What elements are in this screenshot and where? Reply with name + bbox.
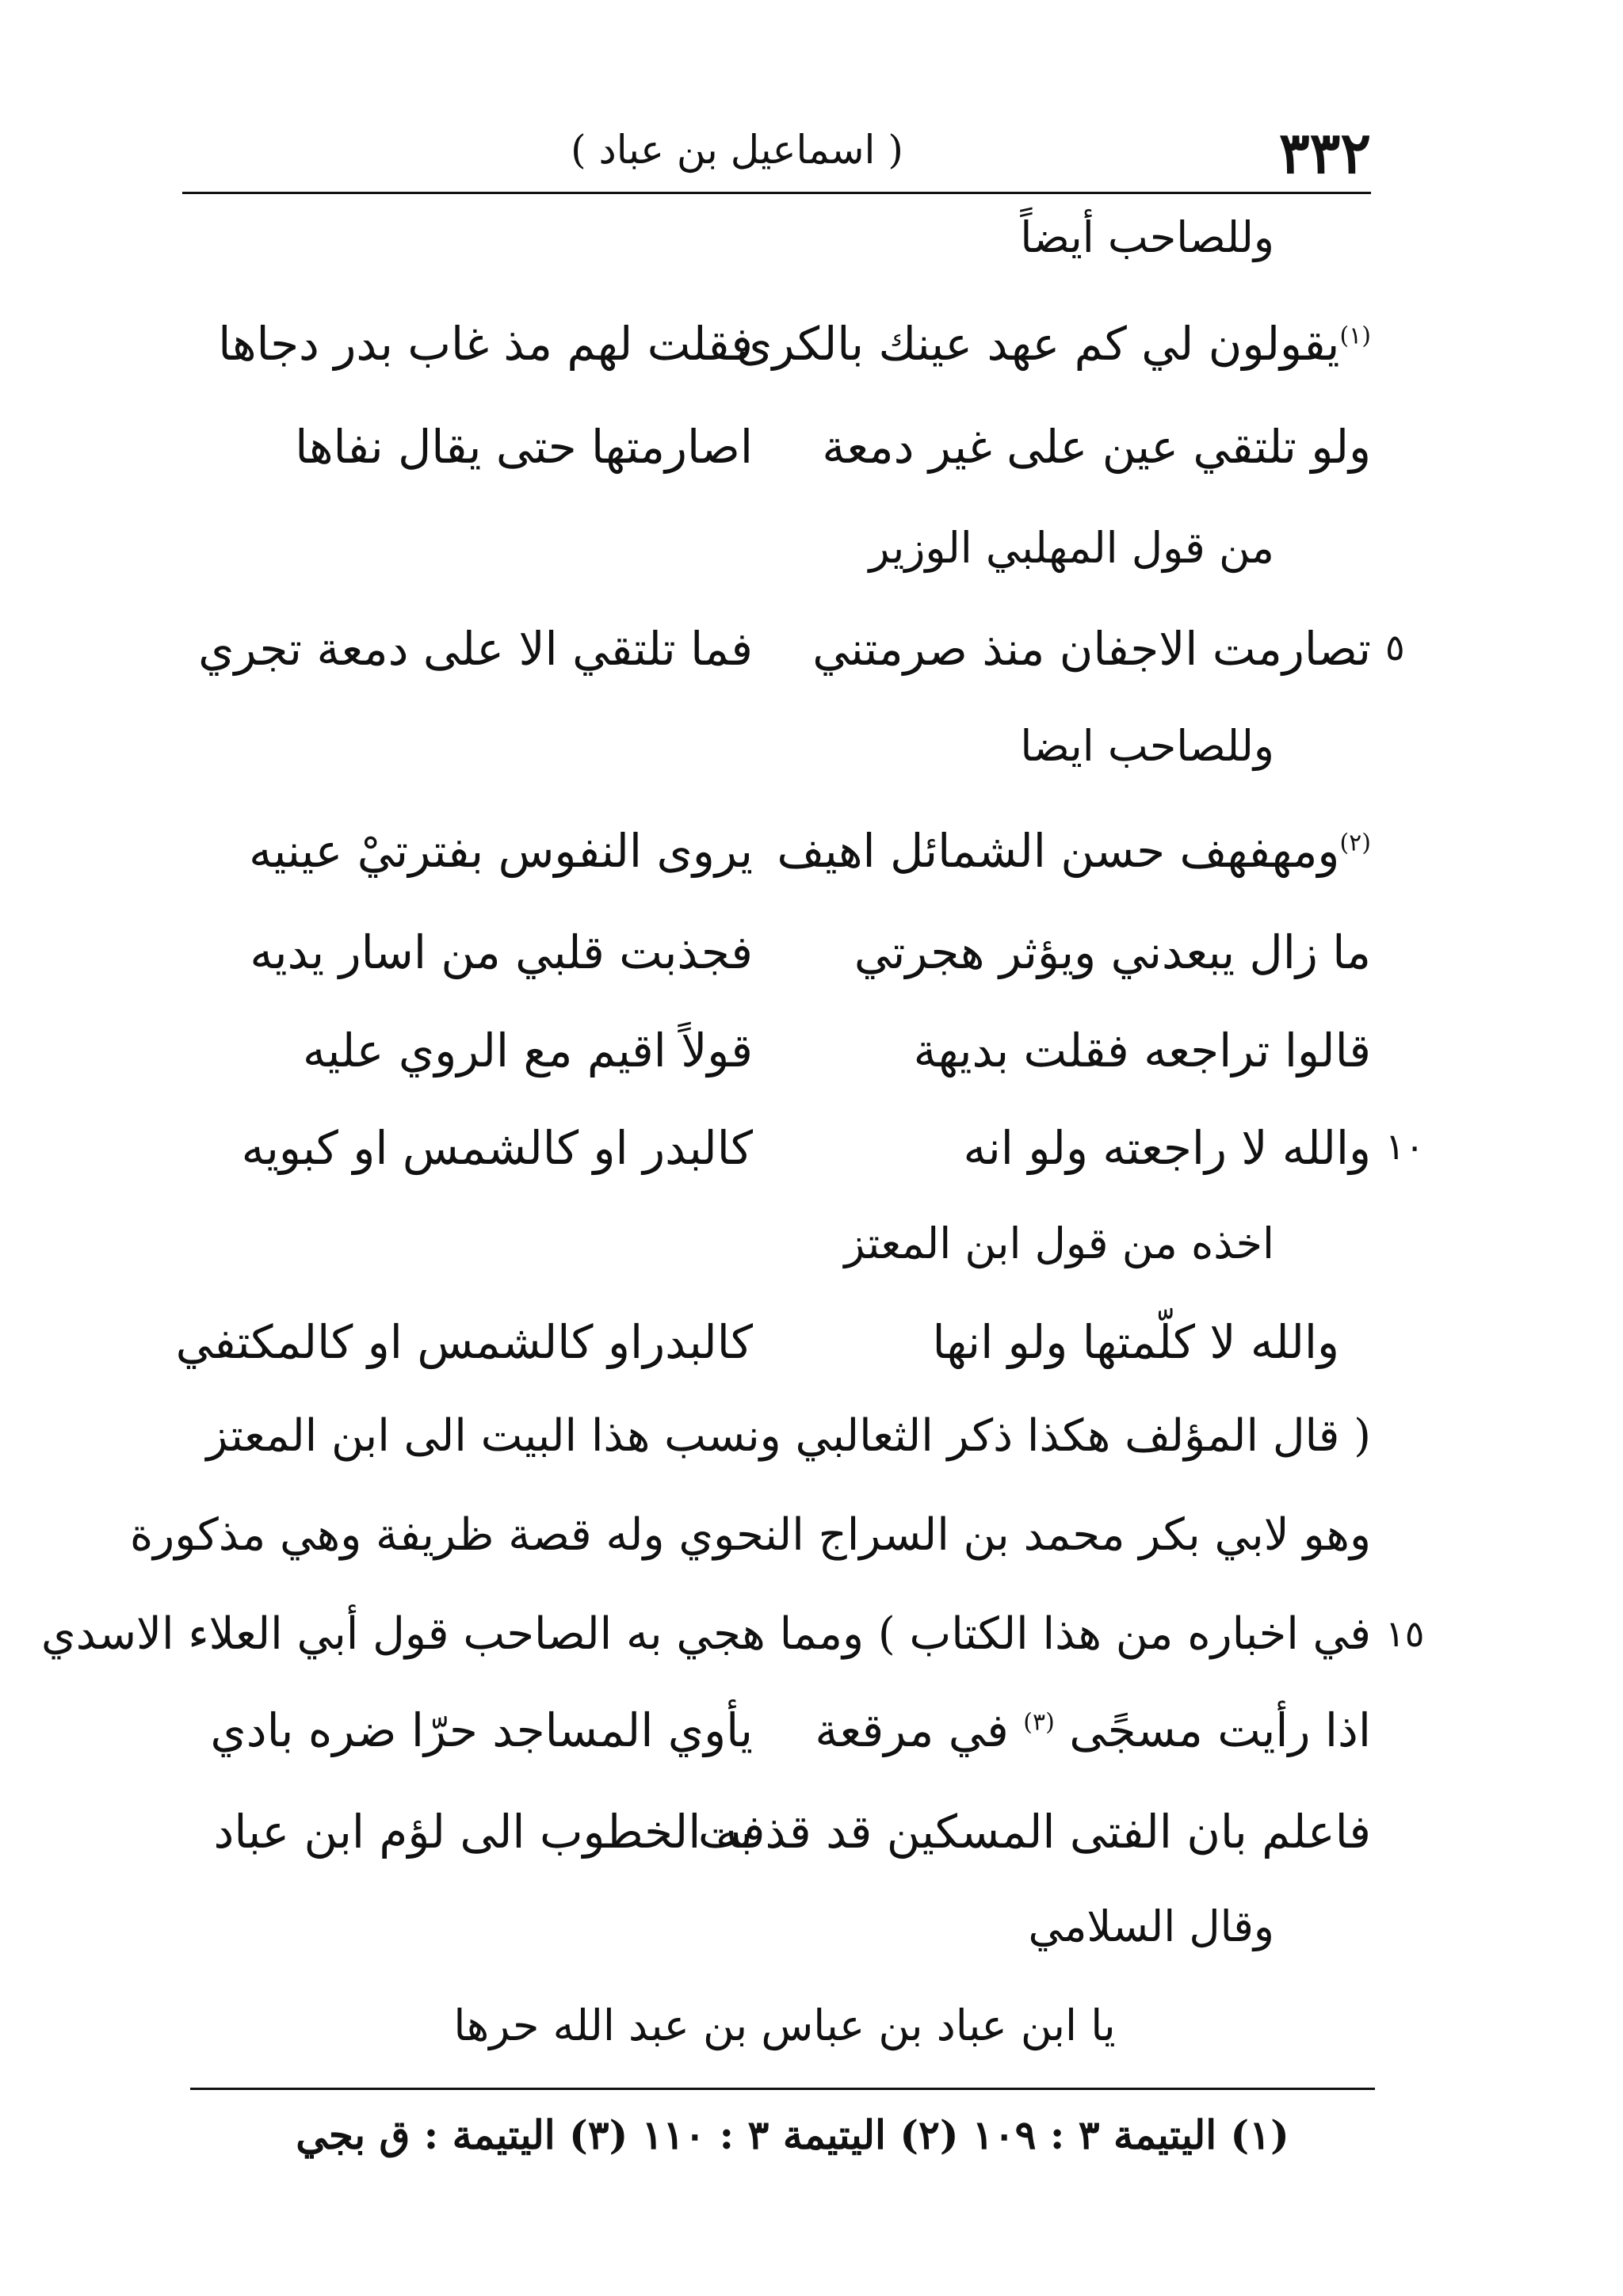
verse-first-hemistich: $^{(١)}$يقولون لي كم عهد عينك بالكرى bbox=[736, 317, 1371, 371]
centered-verse: يا ابن عباد بن عباس بن عبد الله حرها bbox=[453, 2000, 1116, 2050]
running-title: ( اسماعيل بن عباد ) bbox=[571, 127, 903, 173]
footnote-marker: (٢) bbox=[1339, 829, 1371, 857]
footnote-rule bbox=[190, 2088, 1375, 2090]
footnotes: (١) اليتيمة ٣ : ١٠٩ (٢) اليتيمة ٣ : ١١٠ (٣) اليتيمة : ق بجي bbox=[296, 2111, 1289, 2158]
verse-line bbox=[182, 925, 1371, 997]
verse-second-hemistich: فما تلتقي الا على دمعة تجري bbox=[198, 622, 753, 676]
prose-line: في اخباره من هذا الكتاب ) ومما هجي به الصاحب قول أبي العلاء الاسدي bbox=[40, 1608, 1371, 1660]
section-heading: اخذه من قول ابن المعتز bbox=[844, 1219, 1274, 1268]
verse-line bbox=[182, 622, 1371, 693]
verse-second-hemistich: كالبدر او كالشمس او كبويه bbox=[241, 1121, 753, 1175]
line-number: ١٠ bbox=[1385, 1125, 1425, 1168]
verse-second-hemistich: فقلت لهم مذ غاب بدر دجاها bbox=[218, 317, 753, 371]
verse-second-hemistich: اصارمتها حتى يقال نفاها bbox=[295, 420, 753, 474]
verse-first-hemistich: والله لا راجعته ولو انه bbox=[963, 1121, 1371, 1175]
verse-line bbox=[182, 317, 1371, 388]
verse-line bbox=[182, 1024, 1371, 1095]
verse-line bbox=[182, 420, 1371, 491]
line-number: ٥ bbox=[1385, 626, 1405, 669]
verse-first-hemistich: ولو تلتقي عين على غير دمعة bbox=[822, 420, 1371, 474]
section-heading: من قول المهلبي الوزير bbox=[869, 523, 1274, 573]
verse-second-hemistich: قولاً اقيم مع الروي عليه bbox=[303, 1024, 753, 1077]
verse-first-hemistich: والله لا كلّمتها ولو انها bbox=[932, 1315, 1339, 1369]
verse-line bbox=[182, 1121, 1371, 1192]
section-heading: وللصاحب أيضاً bbox=[1020, 212, 1274, 262]
verse-first-hemistich: ما زال يبعدني ويؤثر هجرتي bbox=[854, 925, 1371, 979]
header-rule bbox=[182, 192, 1371, 194]
verse-line bbox=[182, 1703, 1371, 1775]
verse-second-hemistich: به الخطوب الى لؤم ابن عباد bbox=[213, 1805, 753, 1859]
footnote-marker: (٣) bbox=[1023, 1708, 1055, 1737]
verse-first-hemistich: فاعلم بان الفتى المسكين قد قذفت bbox=[697, 1805, 1371, 1859]
section-heading: وللصاحب ايضا bbox=[1020, 721, 1274, 771]
verse-line bbox=[182, 824, 1371, 895]
verse-first-hemistich: تصارمت الاجفان منذ صرمتني bbox=[812, 622, 1371, 676]
verse-first-hemistich: قالوا تراجعه فقلت بديهة bbox=[913, 1024, 1371, 1077]
section-heading: وقال السلامي bbox=[1028, 1901, 1274, 1951]
verse-first-hemistich: اذا رأيت مسجًى $^{(٣)}$ في مرقعة bbox=[815, 1703, 1371, 1757]
footnote-marker: (١) bbox=[1339, 322, 1371, 350]
prose-line: وهو لابي بكر محمد بن السراج النحوي وله قصة ظريفة وهي مذكورة bbox=[129, 1509, 1371, 1561]
page-header bbox=[182, 119, 1371, 190]
verse-first-hemistich: $^{(٢)}$ومهفهف حسن الشمائل اهيف bbox=[777, 824, 1371, 878]
verse-second-hemistich: يروى النفوس بفترتيْ عينيه bbox=[249, 824, 753, 878]
verse-second-hemistich: فجذبت قلبي من اسار يديه bbox=[250, 925, 753, 979]
page-number: ٣٣٢ bbox=[1278, 119, 1371, 186]
verse-second-hemistich: كالبدراو كالشمس او كالمكتفي bbox=[175, 1315, 753, 1369]
prose-line: ( قال المؤلف هكذا ذكر الثعالبي ونسب هذا البيت الى ابن المعتز bbox=[206, 1410, 1371, 1462]
verse-line bbox=[182, 1805, 1371, 1876]
verse-second-hemistich: يأوي المساجد حرّا ضره بادي bbox=[210, 1703, 753, 1757]
verse-line bbox=[175, 1315, 1371, 1386]
line-number: ١٥ bbox=[1385, 1612, 1425, 1655]
